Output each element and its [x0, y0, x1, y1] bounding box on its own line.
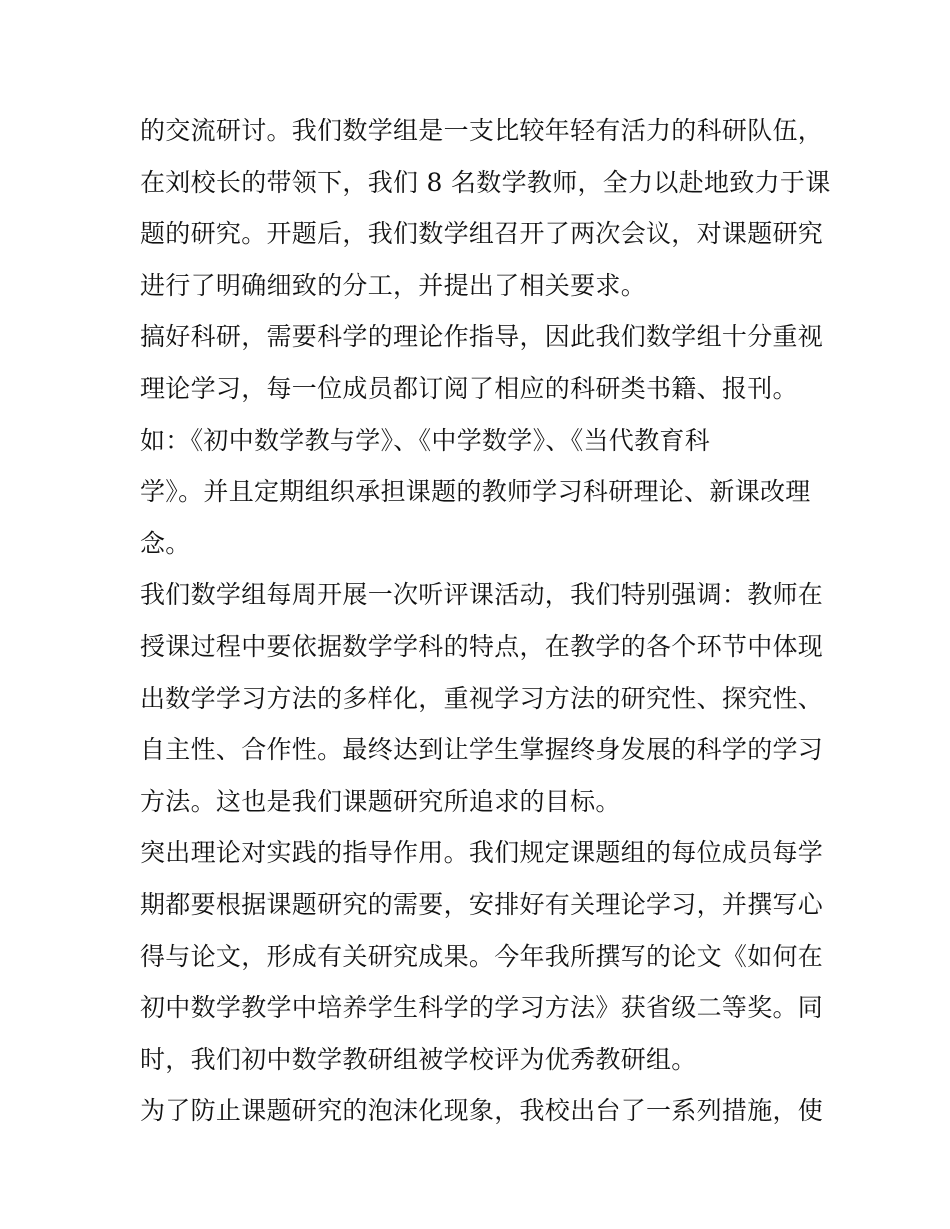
text-line: 初中数学教学中培养学生科学的学习方法》获省级二等奖。同 [140, 993, 824, 1023]
text-line: 理论学习，每一位成员都订阅了相应的科研类书籍、报刊。 [140, 373, 798, 403]
text-line: 出数学学习方法的多样化，重视学习方法的研究性、探究性、 [140, 683, 824, 713]
text-line: 期都要根据课题研究的需要，安排好有关理论学习，并撰写心 [140, 889, 824, 919]
text-line: 授课过程中要依据数学学科的特点，在教学的各个环节中体现 [140, 631, 824, 661]
text-line: 搞好科研，需要科学的理论作指导，因此我们数学组十分重视 [140, 322, 824, 352]
text-line: 方法。这也是我们课题研究所追求的目标。 [140, 786, 621, 816]
text-line: 自主性、合作性。最终达到让学生掌握终身发展的科学的学习 [140, 735, 824, 765]
text-line: 如：《初中数学教与学》、《中学数学》、《当代教育科 [140, 425, 711, 455]
document-body [140, 105, 831, 1137]
text-line: 进行了明确细致的分工，并提出了相关要求。 [140, 270, 647, 300]
text-line: 为了防止课题研究的泡沫化现象，我校出台了一系列措施，使 [140, 1096, 824, 1126]
text-line: 得与论文，形成有关研究成果。今年我所撰写的论文《如何在 [140, 941, 824, 971]
text-line: 时，我们初中数学教研组被学校评为优秀教研组。 [140, 1044, 697, 1074]
text-line: 念。 [140, 528, 191, 558]
text-line: 题的研究。开题后，我们数学组召开了两次会议，对课题研究 [140, 219, 824, 249]
text-line: 我们数学组每周开展一次听评课活动，我们特别强调：教师在 [140, 580, 824, 610]
text-line: 学》。并且定期组织承担课题的教师学习科研理论、新课改理 [140, 477, 811, 507]
text-line: 在刘校长的带领下，我们 8 名数学教师，全力以赴地致力于课 [140, 167, 831, 197]
text-line: 突出理论对实践的指导作用。我们规定课题组的每位成员每学 [140, 838, 824, 868]
text-line: 的交流研讨。我们数学组是一支比较年轻有活力的科研队伍， [140, 116, 824, 145]
